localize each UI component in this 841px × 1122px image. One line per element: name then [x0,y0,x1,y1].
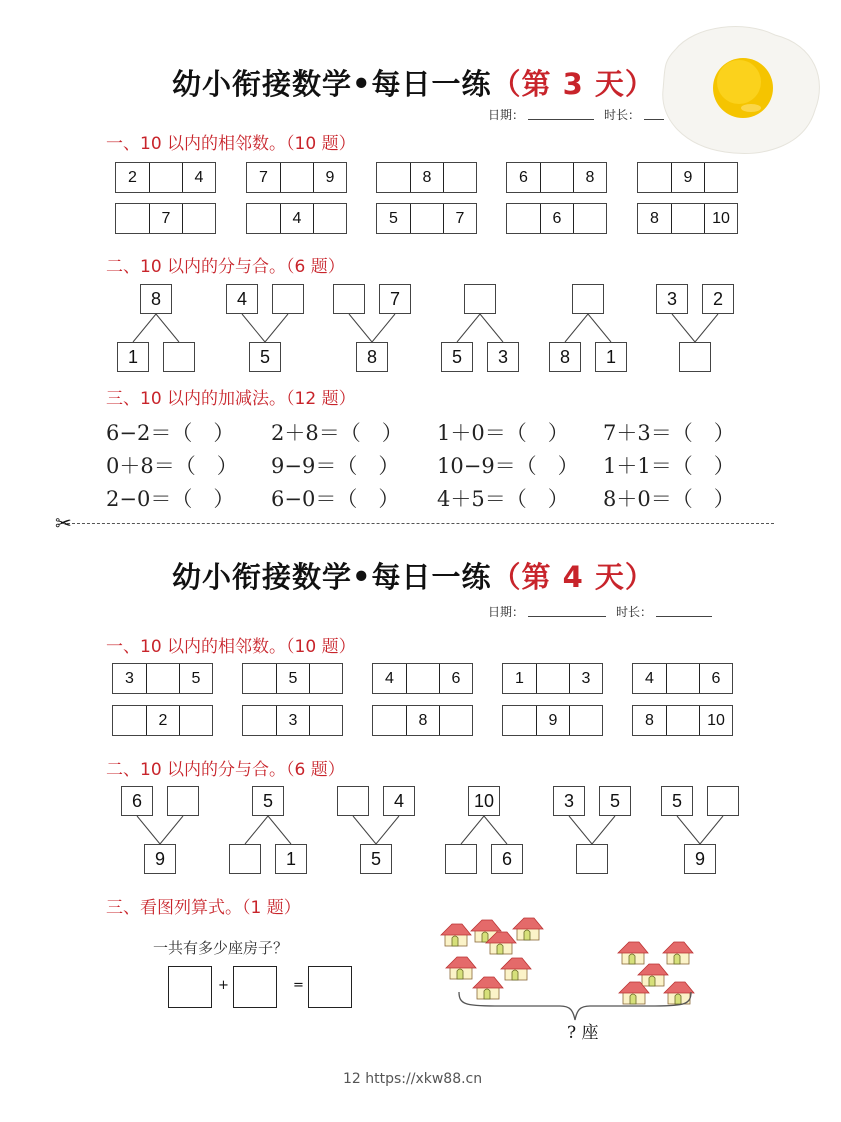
number-box: 5 [360,844,392,874]
answer-cell[interactable] [704,163,737,192]
number-cell: 6 [519,168,528,186]
answer-box[interactable] [229,844,261,874]
answer-box[interactable] [167,786,199,816]
number-cell: 4 [645,669,654,687]
answer-box[interactable] [445,844,477,874]
time-label: 时长： [604,108,641,122]
number-cell: 9 [671,163,704,192]
adjacent-number-group [506,162,607,193]
equation[interactable]: 7＋3＝（ ） [603,421,735,445]
day3-section3-heading [106,384,356,409]
answer-cell[interactable] [309,664,342,693]
section-label: 10 以内的分与合。（6 题） [140,760,345,780]
day3-date-line [488,106,674,123]
answer-cell[interactable] [243,664,276,693]
footer-url: 12 https://xkw88.cn [343,1071,483,1087]
day3-title-main: 幼小衔接数学•每日一练 [172,67,492,101]
number-cell: 10 [704,204,737,233]
answer-cell[interactable] [406,664,439,693]
equation[interactable]: 1＋0＝（ ） [437,421,569,445]
adjacent-number-group [506,203,607,234]
number-cell: 3 [276,706,309,735]
section-label: 10 以内的相邻数。（10 题） [140,637,356,657]
answer-cell[interactable] [536,664,569,693]
number-cell: 10 [699,706,732,735]
date-field[interactable] [528,118,594,120]
answer-cell[interactable] [149,163,182,192]
date-label: 日期： [488,108,525,122]
number-box: 10 [468,786,500,816]
day3-section2-heading [106,252,345,277]
answer-cell[interactable] [116,204,149,233]
number-cell: 6 [540,204,573,233]
number-cell: 2 [128,168,137,186]
day4-title-main: 幼小衔接数学•每日一练 [172,560,492,594]
section-prefix: 一、 [106,637,140,657]
adjacent-number-group [632,663,733,694]
number-cell: 4 [385,669,394,687]
answer-box-sum[interactable] [308,966,352,1008]
number-box: 4 [226,284,258,314]
equation[interactable]: 0＋8＝（ ） [106,454,238,478]
adjacent-number-group [242,663,343,694]
equation[interactable]: 6−0＝（ ） [271,487,400,511]
number-box: 5 [599,786,631,816]
number-box: 1 [595,342,627,372]
cut-line [62,523,774,524]
equation[interactable]: 1＋1＝（ ） [603,454,735,478]
section-label: 10 以内的分与合。（6 题） [140,257,345,277]
number-cell: 8 [573,163,606,192]
section-label: 10 以内的加减法。（12 题） [140,389,356,409]
adjacent-number-group [115,162,216,193]
day4-date-line [488,603,722,620]
number-box: 6 [121,786,153,816]
adjacent-number-group [112,663,213,694]
answer-cell[interactable] [569,706,602,735]
number-box: 1 [275,844,307,874]
number-cell: 1 [515,669,524,687]
answer-cell[interactable] [666,664,699,693]
time-field[interactable] [656,615,712,617]
answer-cell[interactable] [638,163,671,192]
date-field[interactable] [528,615,606,617]
number-cell: 2 [146,706,179,735]
number-box: 4 [383,786,415,816]
section-prefix: 一、 [106,134,140,154]
adjacent-number-group [502,663,603,694]
equation[interactable]: 4＋5＝（ ） [437,487,569,511]
answer-box-addend1[interactable] [168,966,212,1008]
house-icon [485,930,517,956]
day3-title-day: （第 3 天） [491,67,655,101]
number-cell: 5 [276,664,309,693]
answer-cell[interactable] [503,706,536,735]
number-box: 2 [702,284,734,314]
equation[interactable]: 10−9＝（ ） [437,454,579,478]
number-box: 3 [656,284,688,314]
equation[interactable]: 2−0＝（ ） [106,487,235,511]
section-prefix: 三、 [106,389,140,409]
number-box: 5 [441,342,473,372]
answer-box[interactable] [576,844,608,874]
number-box: 5 [252,786,284,816]
answer-cell[interactable] [113,706,146,735]
house-icon [440,922,472,948]
number-cell: 7 [259,168,268,186]
number-cell: 8 [650,209,659,227]
number-box: 5 [249,342,281,372]
number-cell: 9 [536,706,569,735]
number-box: 5 [661,786,693,816]
number-cell: 4 [280,204,313,233]
section-prefix: 三、 [106,898,140,918]
number-box: 8 [356,342,388,372]
adjacent-number-group [242,705,343,736]
answer-cell[interactable] [410,204,443,233]
section-prefix: 二、 [106,760,140,780]
adjacent-number-group [637,203,738,234]
answer-cell[interactable] [666,706,699,735]
adjacent-number-group [376,162,477,193]
section-prefix: 二、 [106,257,140,277]
fried-egg-image [655,20,825,160]
number-cell: 3 [569,664,602,693]
answer-cell[interactable] [309,706,342,735]
number-cell: 7 [149,204,182,233]
answer-box[interactable] [707,786,739,816]
adjacent-number-group [115,203,216,234]
number-cell: 8 [406,706,439,735]
number-box: 3 [487,342,519,372]
number-cell: 8 [645,711,654,729]
answer-box[interactable] [679,342,711,372]
day3-section1-heading [106,129,356,154]
answer-cell[interactable] [540,163,573,192]
adjacent-number-group [632,705,733,736]
number-box: 8 [140,284,172,314]
adjacent-number-group [502,705,603,736]
answer-cell[interactable] [507,204,540,233]
equation[interactable]: 2＋8＝（ ） [271,421,403,445]
answer-cell[interactable] [146,664,179,693]
answer-box[interactable] [272,284,304,314]
adjacent-number-group [246,162,347,193]
equation[interactable]: 9−9＝（ ） [271,454,400,478]
equals-sign: = [293,978,304,993]
answer-cell[interactable] [443,163,476,192]
equation[interactable]: 8＋0＝（ ） [603,487,735,511]
section-label: 看图列算式。（1 题） [140,898,301,918]
day3-title [172,62,655,103]
number-cell: 6 [439,664,472,693]
number-box: 1 [117,342,149,372]
number-cell: 7 [443,204,476,233]
answer-box[interactable] [163,342,195,372]
number-box: 9 [684,844,716,874]
answer-cell[interactable] [243,706,276,735]
time-field[interactable] [644,118,664,120]
answer-cell[interactable] [439,706,472,735]
scissors-icon: ✂ [55,511,72,535]
answer-box[interactable] [572,284,604,314]
answer-cell[interactable] [377,163,410,192]
answer-box[interactable] [464,284,496,314]
date-label: 日期： [488,605,525,619]
number-box: 3 [553,786,585,816]
time-label: 时长： [616,605,653,619]
number-cell: 6 [699,664,732,693]
answer-box-addend2[interactable] [233,966,277,1008]
adjacent-number-group [246,203,347,234]
number-cell: 5 [389,209,398,227]
answer-cell[interactable] [280,163,313,192]
adjacent-number-group [372,705,473,736]
adjacent-number-group [112,705,213,736]
equation[interactable]: 6−2＝（ ） [106,421,235,445]
number-cell: 4 [182,163,215,192]
number-box: 9 [144,844,176,874]
answer-cell[interactable] [671,204,704,233]
day4-section3-heading [106,893,301,918]
answer-cell[interactable] [573,204,606,233]
plus-sign: + [218,978,229,993]
day4-title-day: （第 4 天） [491,560,655,594]
answer-cell[interactable] [179,706,212,735]
brace-label: ? 座 [567,1023,599,1043]
section-label: 10 以内的相邻数。（10 题） [140,134,356,154]
number-cell: 5 [179,664,212,693]
answer-box[interactable] [337,786,369,816]
word-problem-question: 一共有多少座房子？ [153,939,289,957]
adjacent-number-group [637,162,738,193]
day4-title [172,555,655,596]
number-cell: 8 [410,163,443,192]
number-cell: 9 [313,163,346,192]
answer-cell[interactable] [182,204,215,233]
answer-cell[interactable] [247,204,280,233]
number-box: 8 [549,342,581,372]
house-icon [500,956,532,982]
adjacent-number-group [372,663,473,694]
day4-section2-heading [106,755,345,780]
answer-cell[interactable] [373,706,406,735]
number-box: 7 [379,284,411,314]
answer-box[interactable] [333,284,365,314]
number-cell: 3 [125,669,134,687]
answer-cell[interactable] [313,204,346,233]
day4-section1-heading [106,632,356,657]
adjacent-number-group [376,203,477,234]
number-box: 6 [491,844,523,874]
